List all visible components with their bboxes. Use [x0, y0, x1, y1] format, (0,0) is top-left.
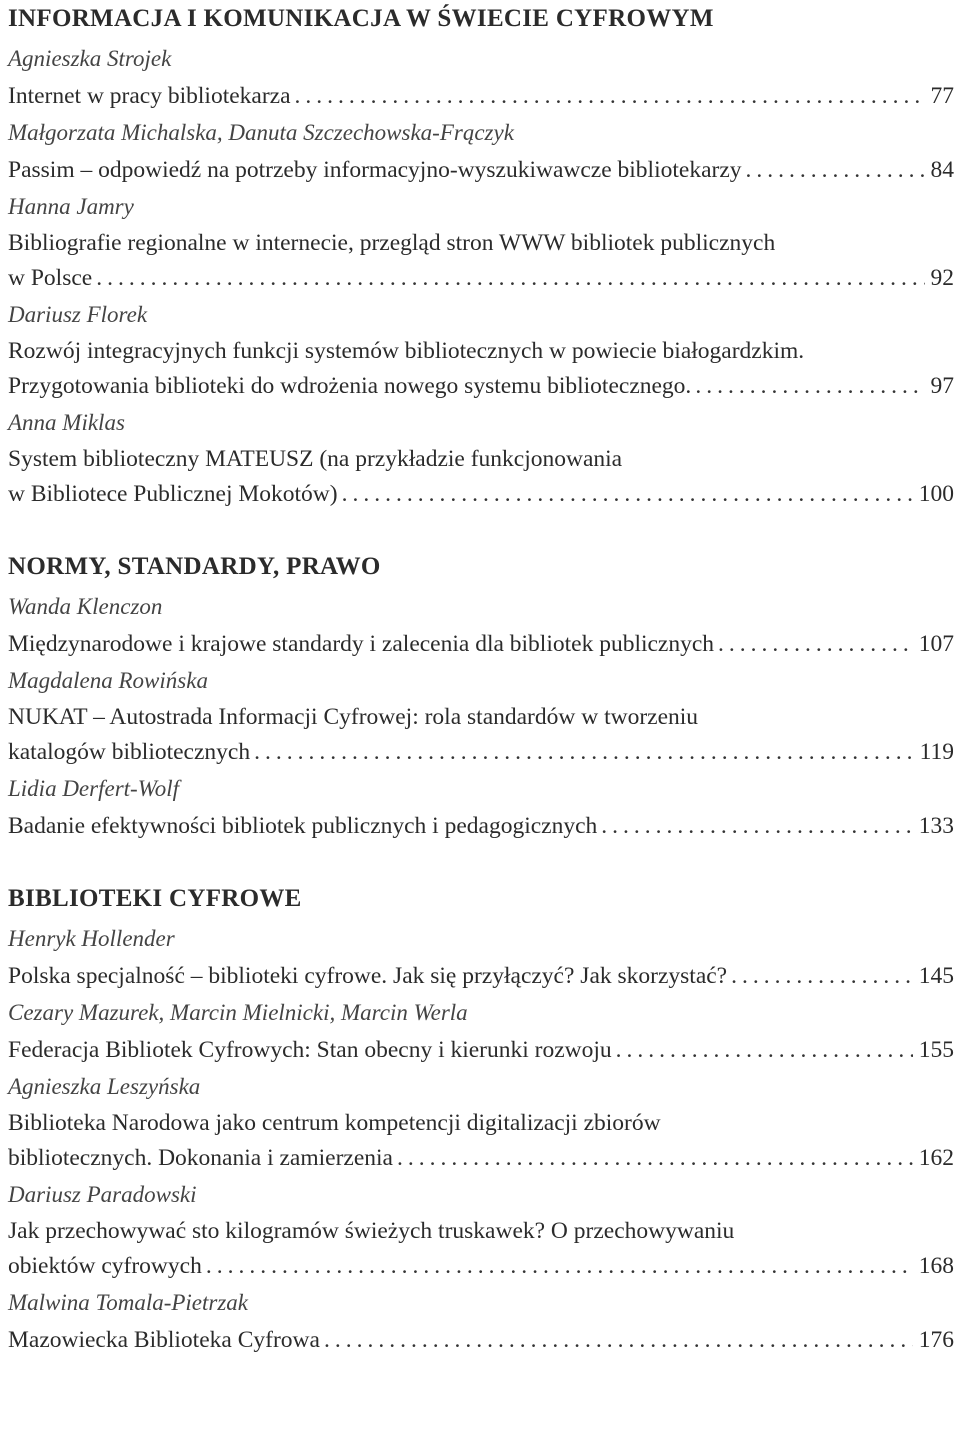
page-number: 84	[930, 157, 954, 183]
entry-author: Malwina Tomala-Pietrzak	[8, 1290, 249, 1315]
entry-title-row	[8, 260, 954, 296]
entry-title-line: Biblioteka Narodowa jako centrum kompetencji digitalizacji zbiorów	[8, 1110, 661, 1136]
entry-title-row	[8, 152, 954, 188]
toc-section	[8, 882, 954, 1358]
entry-title-row	[8, 958, 954, 994]
entry-title-line: Passim – odpowiedź na potrzeby informacyjno-wyszukiwawcze bibliotekarzy	[8, 157, 742, 183]
entry-title-line: Rozwój integracyjnych funkcji systemów bibliotecznych w powiecie białogardzkim.	[8, 338, 805, 364]
entry-title-line: Bibliografie regionalne w internecie, przegląd stron WWW bibliotek publicznych	[8, 230, 776, 256]
toc-entry	[8, 770, 954, 844]
toc-entry	[8, 920, 954, 994]
toc-entry	[8, 1284, 954, 1358]
entry-author: Hanna Jamry	[8, 194, 134, 219]
entry-title-row	[8, 1140, 954, 1176]
entry-title-line: obiektów cyfrowych	[8, 1253, 202, 1279]
dot-leader	[601, 808, 912, 844]
section-title: INFORMACJA I KOMUNIKACJA W ŚWIECIE CYFROWYM	[8, 5, 714, 32]
dot-leader	[616, 1032, 913, 1068]
dot-leader	[746, 152, 925, 188]
toc-entry	[8, 1176, 954, 1284]
entry-author: Anna Miklas	[8, 410, 125, 435]
page-number: 176	[918, 1327, 954, 1353]
section-title: NORMY, STANDARDY, PRAWO	[8, 553, 381, 580]
toc-entry	[8, 1068, 954, 1176]
entry-title-line: bibliotecznych. Dokonania i zamierzenia	[8, 1145, 393, 1171]
dot-leader	[342, 476, 913, 512]
table-of-contents	[0, 2, 960, 1358]
entry-title-row	[8, 1322, 954, 1358]
toc-entry	[8, 114, 954, 188]
dot-leader	[397, 1140, 913, 1176]
toc-entry	[8, 296, 954, 404]
entry-author: Agnieszka Leszyńska	[8, 1074, 201, 1099]
dot-leader	[206, 1248, 913, 1284]
entry-title-row	[8, 734, 954, 770]
entry-title-line: Przygotowania biblioteki do wdrożenia nowego systemu bibliotecznego.	[8, 373, 692, 399]
entry-title-line: Jak przechowywać sto kilogramów świeżych truskawek? O przechowywaniu	[8, 1218, 735, 1244]
entry-title-line: Internet w pracy bibliotekarza	[8, 83, 291, 109]
toc-entry	[8, 994, 954, 1068]
entry-title-line: Federacja Bibliotek Cyfrowych: Stan obecny i kierunki rozwoju	[8, 1037, 612, 1063]
entry-title-line: Międzynarodowe i krajowe standardy i zalecenia dla bibliotek publicznych	[8, 631, 715, 657]
dot-leader	[718, 626, 913, 662]
section-title: BIBLIOTEKI CYFROWE	[8, 885, 302, 912]
toc-entry	[8, 188, 954, 296]
entry-title-line: w Bibliotece Publicznej Mokotów)	[8, 481, 338, 507]
dot-leader	[731, 958, 913, 994]
entry-title-line: NUKAT – Autostrada Informacji Cyfrowej: rola standardów w tworzeniu	[8, 704, 699, 730]
dot-leader	[695, 368, 924, 404]
entry-title-row	[8, 808, 954, 844]
page-number: 162	[918, 1145, 954, 1171]
dot-leader	[254, 734, 914, 770]
entry-title-row	[8, 368, 954, 404]
page-number: 100	[918, 481, 954, 507]
toc-section	[8, 2, 954, 512]
page-number: 119	[919, 739, 954, 765]
entry-author: Wanda Klenczon	[8, 594, 163, 619]
toc-entry	[8, 40, 954, 114]
entry-author: Dariusz Paradowski	[8, 1182, 197, 1207]
entry-author: Małgorzata Michalska, Danuta Szczechowska-Frączyk	[8, 120, 514, 145]
entry-title-line: Polska specjalność – biblioteki cyfrowe. Jak się przyłączyć? Jak skorzystać?	[8, 963, 728, 989]
page-number: 77	[930, 83, 954, 109]
entry-title-line: Badanie efektywności bibliotek publicznych i pedagogicznych	[8, 813, 598, 839]
entry-title-row	[8, 78, 954, 114]
page-number: 155	[918, 1037, 954, 1063]
toc-entry	[8, 662, 954, 770]
entry-author: Magdalena Rowińska	[8, 668, 208, 693]
page-number: 107	[918, 631, 954, 657]
dot-leader	[324, 1322, 913, 1358]
entry-author: Dariusz Florek	[8, 302, 148, 327]
page-number: 92	[930, 265, 954, 291]
entry-title-line: Mazowiecka Biblioteka Cyfrowa	[8, 1327, 320, 1353]
entry-author: Henryk Hollender	[8, 926, 175, 951]
entry-title-row	[8, 1032, 954, 1068]
entry-title-line: katalogów bibliotecznych	[8, 739, 251, 765]
page-number: 133	[918, 813, 954, 839]
toc-entry	[8, 404, 954, 512]
page-number: 97	[930, 373, 954, 399]
entry-title-row	[8, 476, 954, 512]
entry-title-line: System biblioteczny MATEUSZ (na przykładzie funkcjonowania	[8, 446, 623, 472]
entry-title-line: w Polsce	[8, 265, 93, 291]
entry-author: Agnieszka Strojek	[8, 46, 172, 71]
dot-leader	[96, 260, 924, 296]
dot-leader	[295, 78, 925, 114]
entry-author: Cezary Mazurek, Marcin Mielnicki, Marcin Werla	[8, 1000, 468, 1025]
toc-entry	[8, 588, 954, 662]
entry-author: Lidia Derfert-Wolf	[8, 776, 180, 801]
page-number: 168	[918, 1253, 954, 1279]
toc-section	[8, 550, 954, 844]
entry-title-row	[8, 626, 954, 662]
page-number: 145	[918, 963, 954, 989]
entry-title-row	[8, 1248, 954, 1284]
